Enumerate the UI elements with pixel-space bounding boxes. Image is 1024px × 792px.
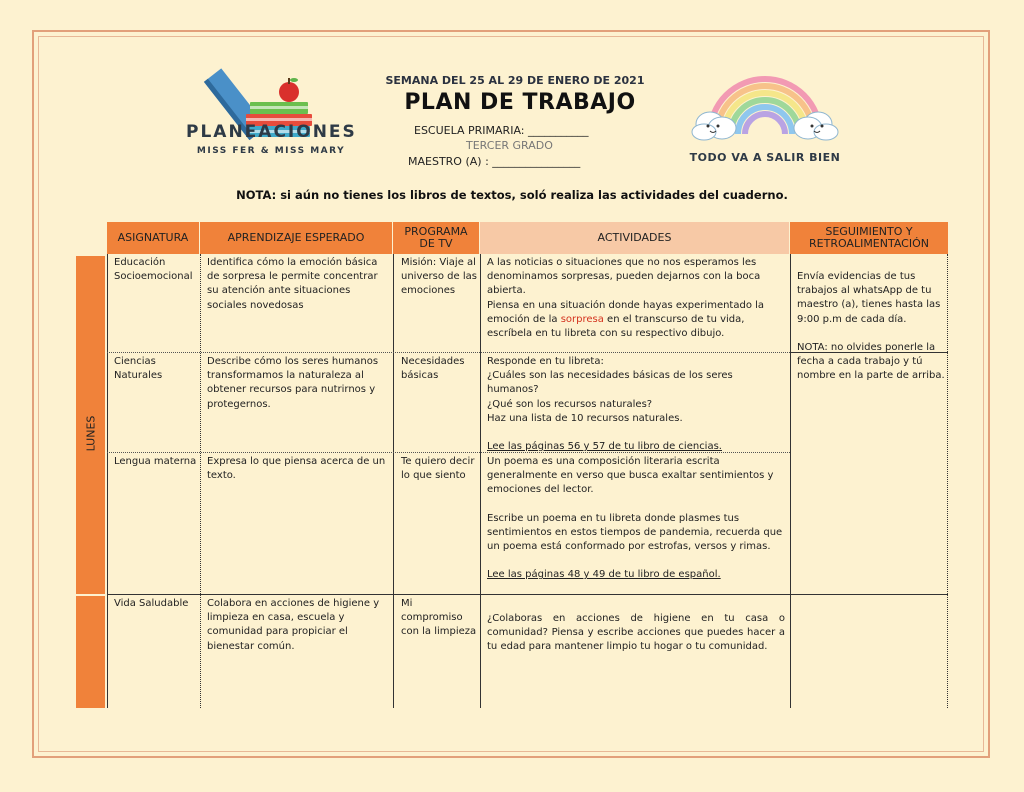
row-subject: Educación Socioemocional	[114, 257, 193, 283]
col-line	[393, 254, 394, 708]
activity-reading: Lee las páginas 48 y 49 de tu libro de español.	[487, 569, 721, 581]
col-line	[790, 254, 791, 708]
highlight-word: sorpresa	[560, 313, 604, 325]
row-learning: Expresa lo que piensa acerca de un texto.	[207, 456, 386, 482]
activity-text: Responde en tu libreta:	[487, 356, 604, 367]
row-tv: Mi compromiso con la limpieza	[401, 598, 477, 638]
followup-paragraph: Envía evidencias de tus trabajos al whatsApp de tu maestro (a), tienes hasta las 9:00 p.m de cada día.	[797, 271, 941, 325]
col-line	[200, 254, 201, 708]
activity-text: Haz una lista de 10 recursos naturales.	[487, 412, 683, 424]
followup-paragraph: NOTA: no olvides ponerle la fecha a cada trabajo y tú nombre en la parte de arriba.	[797, 341, 945, 382]
books-apple-logo-icon	[186, 58, 356, 158]
rainbow-clouds-icon	[690, 62, 840, 152]
grade-label: TERCER GRADO	[466, 139, 553, 152]
row-learning: Describe cómo los seres humanos transformamos la naturaleza al obtener recursos para nutrirnos y protegernos.	[207, 356, 379, 410]
row-activities	[487, 455, 785, 582]
header-learning: APRENDIZAJE ESPERADO	[200, 222, 393, 254]
logo-subtitle: MISS FER & MISS MARY	[196, 146, 346, 156]
activity-part: Piensa en una situación donde hayas experimentado la emoción de la	[487, 299, 765, 325]
activity-part: en el transcurso de tu vida, escríbela en tu libreta con su respectivo dibujo.	[487, 313, 745, 340]
activity-text: Un poema es una composición literaria escrita generalmente en verso que busca exaltar sentimientos y emociones del lector.	[487, 456, 774, 496]
day-bar-next	[76, 596, 105, 708]
col-line	[480, 254, 481, 708]
week-range: SEMANA DEL 25 AL 29 DE ENERO DE 2021	[385, 74, 645, 87]
logo-title: PLANEACIONES	[186, 122, 357, 142]
header-subject: ASIGNATURA	[107, 222, 200, 254]
row-line	[107, 352, 790, 353]
row-activities	[487, 355, 785, 454]
row-tv: Necesidades básicas	[401, 356, 465, 382]
activity-text: A las noticias o situaciones que no nos esperamos les denominamos sorpresas, pueden dejarnos con la boca abierta.	[487, 257, 761, 297]
col-line	[107, 254, 108, 708]
header-followup: SEGUIMIENTO Y RETROALIMENTACIÓN	[790, 222, 948, 254]
row-subject: Vida Saludable	[114, 598, 189, 609]
activity-text: ¿Cuáles son las necesidades básicas de los seres humanos?	[487, 370, 733, 396]
row-subject: Ciencias Naturales	[114, 356, 163, 382]
day-label	[78, 408, 104, 458]
row-tv: Te quiero decir lo que siento	[401, 456, 475, 482]
header-tv: PROGRAMA DE TV	[393, 222, 480, 254]
row-activities	[487, 256, 785, 341]
row-subject: Lengua materna	[114, 456, 197, 467]
work-plan-table	[107, 222, 948, 708]
school-field: ESCUELA PRIMARIA: ___________	[414, 124, 589, 137]
row-tv: Misión: Viaje al universo de las emociones	[401, 257, 477, 297]
activity-text	[487, 299, 785, 342]
row-learning: Colabora en acciones de higiene y limpieza en casa, escuela y comunidad para propiciar el bienestar común.	[207, 598, 380, 652]
teacher-field: MAESTRO (A) : ________________	[408, 155, 581, 168]
followup-text	[797, 270, 945, 383]
header-activities: ACTIVIDADES	[480, 222, 790, 254]
day-label-text: LUNES	[84, 415, 98, 451]
activity-text: ¿Qué son los recursos naturales?	[487, 398, 653, 410]
motto-text: TODO VA A SALIR BIEN	[689, 151, 841, 164]
col-line	[947, 254, 948, 708]
page-title: PLAN DE TRABAJO	[404, 90, 636, 115]
row-line	[107, 594, 948, 595]
activity-text: Escribe un poema en tu libreta donde plasmes tus sentimientos en estos tiempos de pandemia, recuerda que un poema está conformado por estrofas, versos y rimas.	[487, 512, 783, 553]
row-activities: ¿Colaboras en acciones de higiene en tu casa o comunidad? Piensa y escribe acciones que puedes hacer a tu edad para mantener limpio tu hogar o tu comunidad.	[487, 613, 785, 653]
note-text: NOTA: si aún no tienes los libros de textos, soló realiza las actividades del cuaderno.	[236, 188, 788, 202]
row-learning: Identifica cómo la emoción básica de sorpresa le permite concentrar su atención ante situaciones sociales novedosas	[207, 257, 378, 311]
activity-reading: Lee las páginas 56 y 57 de tu libro de ciencias.	[487, 441, 722, 453]
